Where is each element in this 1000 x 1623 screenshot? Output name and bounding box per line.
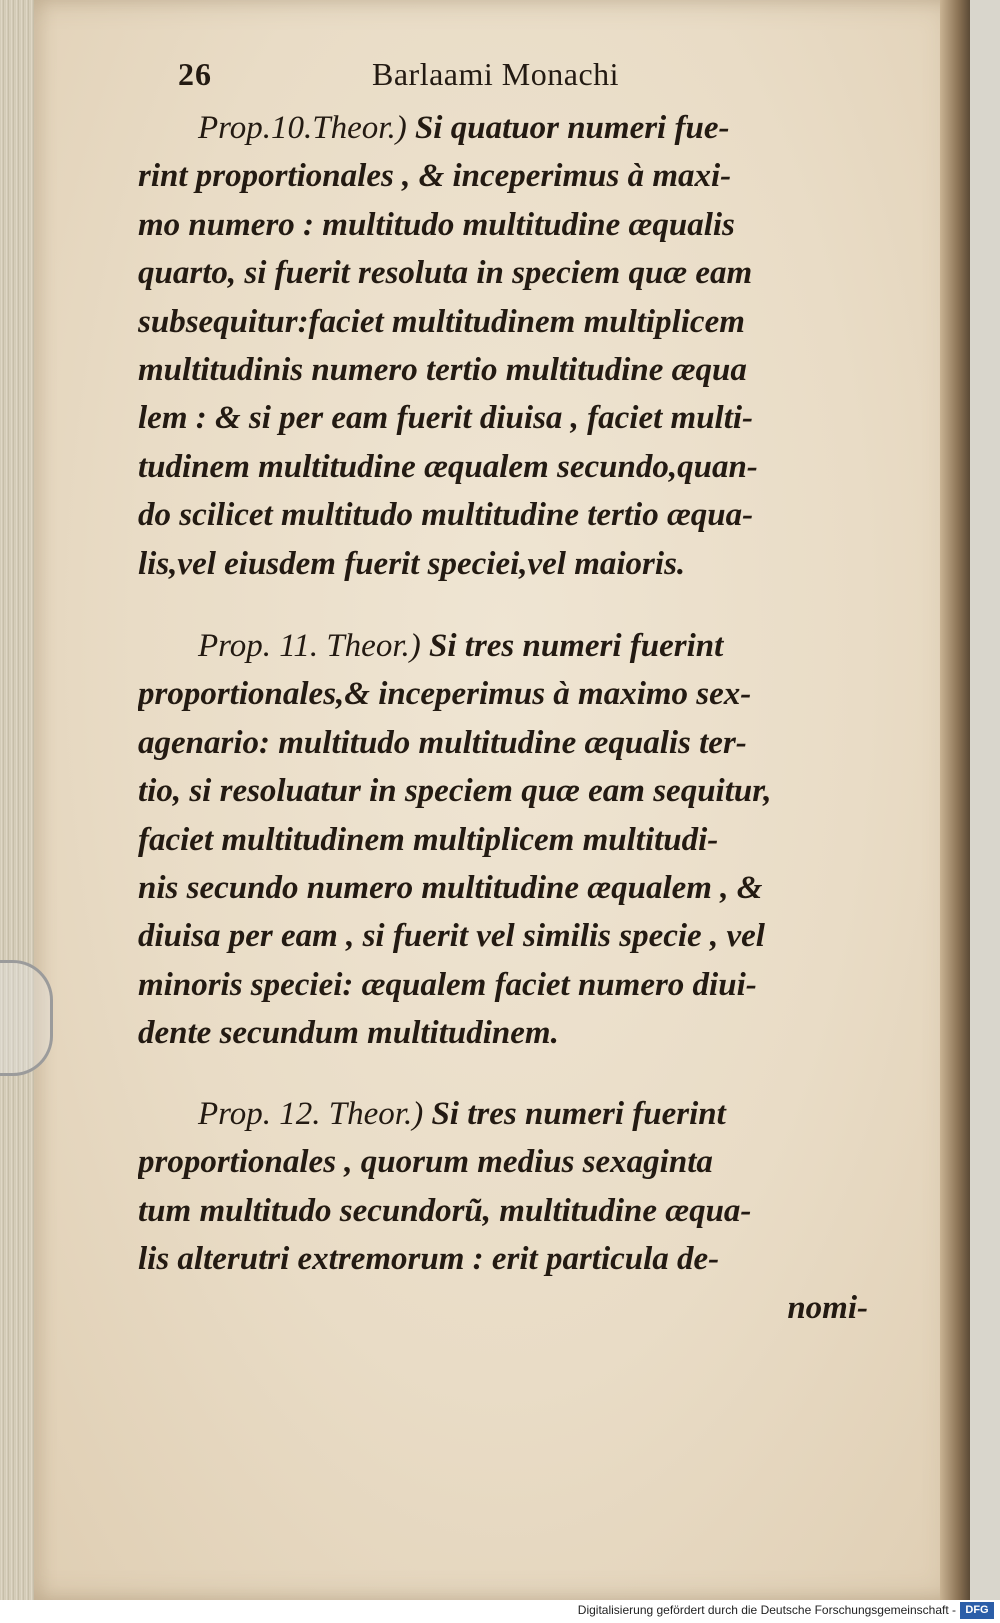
running-head: Barlaami Monachi (372, 56, 620, 92)
proposition-label: Prop.10.Theor.) (198, 110, 407, 146)
proposition-11 (138, 622, 868, 1058)
page-number: 26 (178, 56, 212, 92)
paragraph-line: agenario: multitudo multitudine æqualis ter- (138, 724, 747, 761)
paragraph-line: tum multitudo secundorũ, multitudine æqua- (138, 1192, 752, 1229)
paragraph-line: proportionales , quorum medius sexaginta (138, 1144, 713, 1181)
paragraph-line: mo numero : multitudo multitudine æqualis (138, 206, 735, 243)
footer-bar (0, 1600, 1000, 1623)
paragraph-line: Prop.10.Theor.) Si quatuor numeri fue- (198, 110, 730, 146)
funding-credit: Digitalisierung gefördert durch die Deutsche Forschungsgemeinschaft - (577, 1603, 956, 1617)
paragraph-line: tio, si resoluatur in speciem quæ eam sequitur, (138, 773, 772, 810)
paragraph-line: do scilicet multitudo multitudine tertio æqua- (138, 497, 754, 534)
paragraph-line: tudinem multitudine æqualem secundo,quan- (138, 448, 758, 485)
paragraph-line: quarto, si fuerit resoluta in speciem quæ eam (138, 255, 753, 292)
paragraph-line: proportionales,& inceperimus à maximo sex- (138, 676, 752, 713)
text-block (138, 50, 868, 1326)
paragraph-line: faciet multitudinem multiplicem multitudi- (138, 821, 719, 858)
paragraph-line: dente secundum multitudinem. (138, 1015, 559, 1052)
paragraph-line: nis secundo numero multitudine æqualem , & (138, 870, 763, 907)
page-clip (0, 960, 53, 1076)
paragraph-line: minoris speciei: æqualem faciet numero diui- (138, 966, 757, 1003)
catchword: nomi- (787, 1289, 868, 1326)
paragraph-line: lem : & si per eam fuerit diuisa , faciet multi- (138, 400, 754, 437)
dfg-logo-icon: DFG (960, 1602, 994, 1619)
proposition-10 (138, 104, 868, 588)
paragraph-line: rint proportionales , & inceperimus à maxi- (138, 158, 732, 195)
paragraph-line: Prop. 11. Theor.) Si tres numeri fuerint (198, 628, 724, 664)
proposition-12 (138, 1090, 868, 1332)
paragraph-line: lis,vel eiusdem fuerit speciei,vel maioris. (138, 545, 686, 582)
paragraph-line: diuisa per eam , si fuerit vel similis specie , vel (138, 918, 765, 955)
proposition-label: Prop. 12. Theor.) (198, 1096, 424, 1132)
page-edges (0, 0, 35, 1600)
proposition-label: Prop. 11. Theor.) (198, 628, 421, 664)
paragraph-line: multitudinis numero tertio multitudine æqua (138, 352, 747, 389)
page-header (138, 50, 868, 96)
paragraph-line: lis alterutri extremorum : erit particula de- (138, 1241, 720, 1278)
paragraph-line: Prop. 12. Theor.) Si tres numeri fuerint (198, 1096, 726, 1132)
book-spine (940, 0, 970, 1600)
paragraph-line: subsequitur:faciet multitudinem multiplicem (138, 303, 745, 340)
